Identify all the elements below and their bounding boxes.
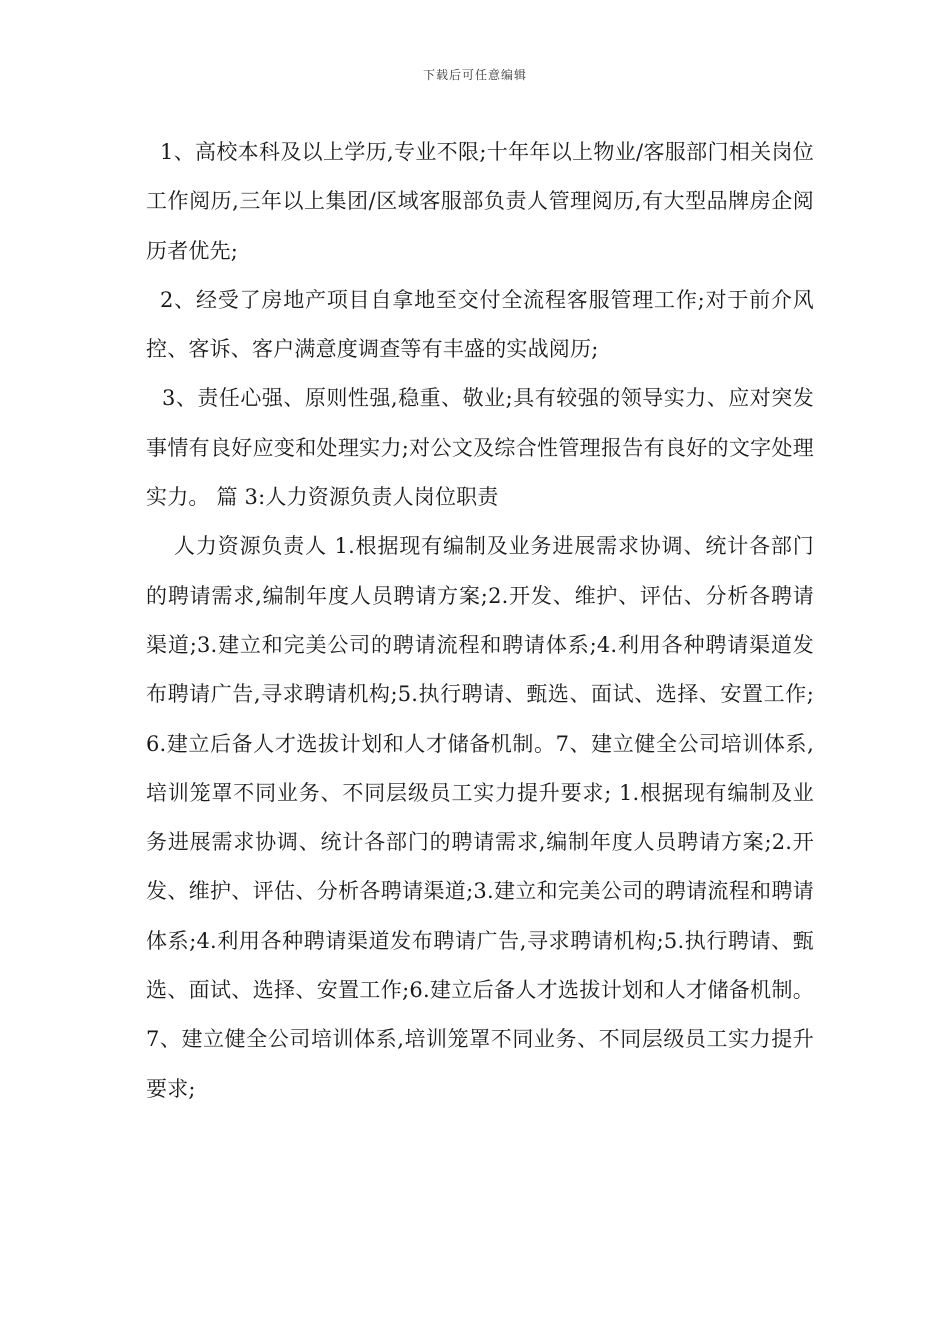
paragraph-requirement-3: 3、责任心强、原则性强,稳重、敬业;具有较强的领导实力、应对突发事情有良好应变和处理实力;对公文及综合性管理报告有良好的文字处理实力。 篇 3:人力资源负责人岗位职责	[146, 386, 814, 510]
paragraph-hr-responsibilities: 人力资源负责人 1.根据现有编制及业务进展需求协调、统计各部门的聘请需求,编制年度人员聘请方案;2.开发、维护、评估、分析各聘请渠道;3.建立和完美公司的聘请流程和聘请体系;4.利用各种聘请渠道发布聘请广告,寻求聘请机构;5.执行聘请、甄选、面试、选择、安置工作;6.建立后备人才选拔计划和人才储备机制。7、建立健全公司培训体系,培训笼罩不同业务、不同层级员工实力提升要求; 1.根据现有编制及业务进展需求协调、统计各部门的聘请需求,编制年度人员聘请方案;2.开发、维护、评估、分析各聘请渠道;3.建立和完美公司的聘请流程和聘请体系;4.利用各种聘请渠道发布聘请广告,寻求聘请机构;5.执行聘请、甄选、面试、选择、安置工作;6.建立后备人才选拔计划和人才储备机制。7、建立健全公司培训体系,培训笼罩不同业务、不同层级员工实力提升要求;	[146, 534, 814, 1101]
paragraph-requirement-2: 2、经受了房地产项目自拿地至交付全流程客服管理工作;对于前介风控、客诉、客户满意度调查等有丰盛的实战阅历;	[146, 287, 814, 362]
document-body	[146, 128, 814, 1114]
paragraph-requirement-1: 1、高校本科及以上学历,专业不限;十年年以上物业/客服部门相关岗位工作阅历,三年以上集团/区域客服部负责人管理阅历,有大型品牌房企阅历者优先;	[146, 140, 814, 263]
page-header: 下载后可任意编辑	[422, 68, 527, 82]
